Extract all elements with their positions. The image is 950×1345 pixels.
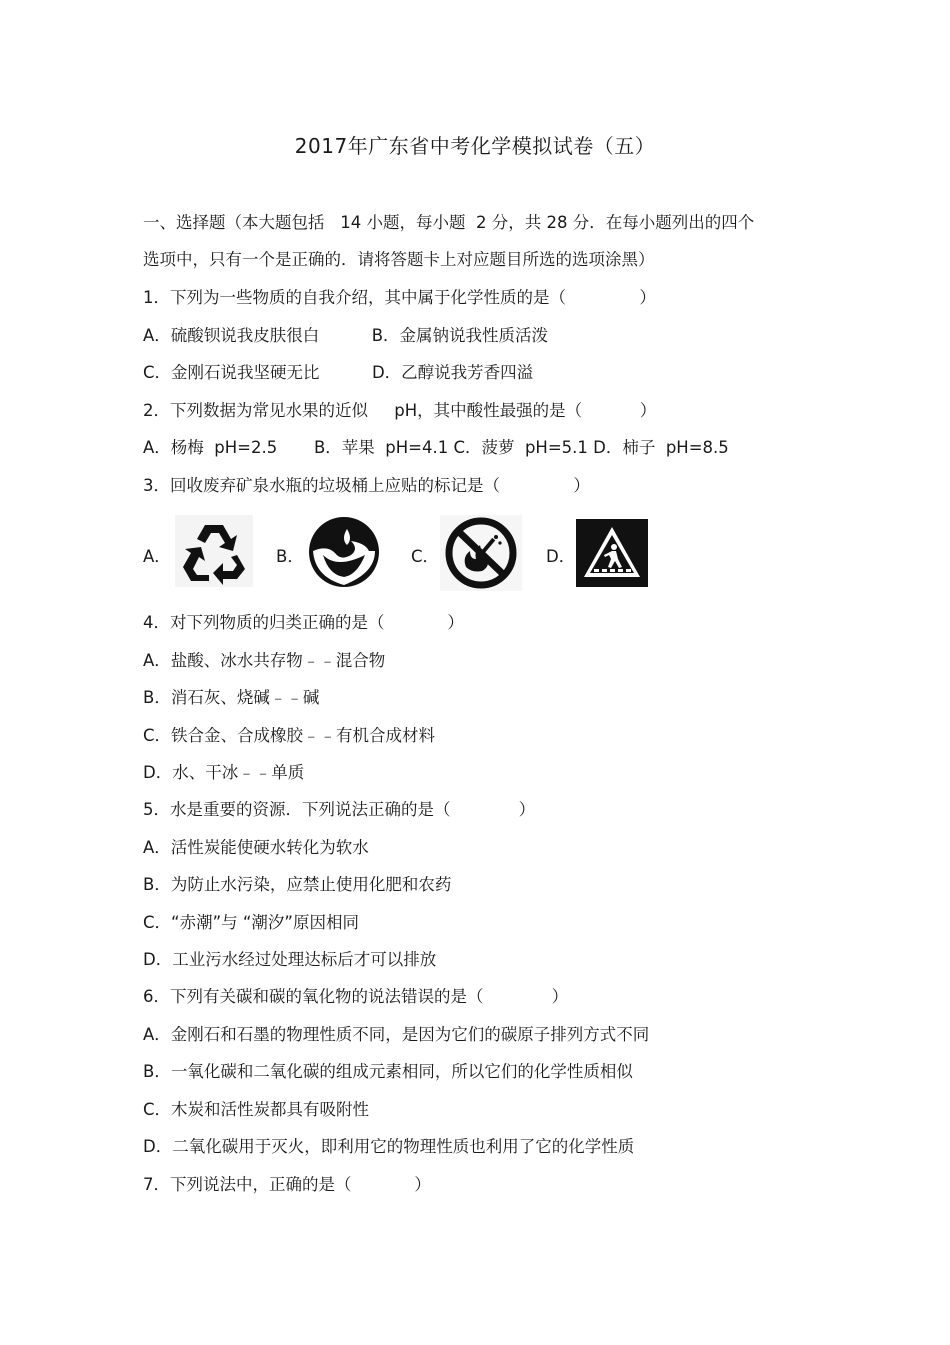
question-1-options-row-1: A．硫酸钡说我皮肤很白 B．金属钠说我性质活泼 (143, 326, 549, 345)
question-5-option-a: A．活性炭能使硬水转化为软水 (143, 838, 369, 857)
question-5-option-c: C．“赤潮”与 “潮汐”原因相同 (143, 913, 359, 932)
question-1-options-row-2: C．金刚石说我坚硬无比 D．乙醇说我芳香四溢 (143, 363, 534, 382)
option-c-label: C． (411, 547, 440, 566)
question-4-option-c: C．铁合金、合成橡胶﹣﹣有机合成材料 (143, 726, 436, 745)
question-4-stem: 4．对下列物质的归类正确的是（ ） (143, 613, 464, 632)
question-6-option-d: D．二氧化碳用于灭火，即利用它的物理性质也利用了它的化学性质 (143, 1137, 635, 1156)
question-2-stem: 2．下列数据为常见水果的近似 pH，其中酸性最强的是（ ） (143, 401, 657, 420)
question-3-stem: 3．回收废弃矿泉水瓶的垃圾桶上应贴的标记是（ ） (143, 476, 590, 495)
section-instructions-line-1: 一、选择题（本大题包括 14 小题，每小题 2 分，共 28 分．在每小题列出的四个 (143, 213, 755, 232)
page-title: 2017年广东省中考化学模拟试卷（五） (294, 134, 656, 158)
question-5-option-b: B．为防止水污染，应禁止使用化肥和农药 (143, 875, 452, 894)
question-5-option-d: D．工业污水经过处理达标后才可以排放 (143, 950, 437, 969)
question-4-option-a: A．盐酸、冰水共存物﹣﹣混合物 (143, 651, 386, 670)
question-6-option-a: A．金刚石和石墨的物理性质不同，是因为它们的碳原子排列方式不同 (143, 1025, 650, 1044)
option-d-label: D． (546, 547, 576, 566)
question-6-stem: 6．下列有关碳和碳的氧化物的说法错误的是（ ） (143, 987, 569, 1006)
no-fireworks-icon (440, 515, 522, 595)
recycle-icon (175, 515, 253, 591)
question-1-stem: 1．下列为一些物质的自我介绍，其中属于化学性质的是（ ） (143, 288, 656, 307)
water-saving-icon (307, 515, 381, 593)
question-3-signs (143, 515, 663, 591)
question-2-options: A．杨梅 pH=2.5 B．苹果 pH=4.1 C．菠萝 pH=5.1 D．柿子 pH=8.5 (143, 438, 729, 457)
question-4-option-b: B．消石灰、烧碱﹣﹣碱 (143, 688, 320, 707)
question-4-option-d: D．水、干冰﹣﹣单质 (143, 763, 305, 782)
question-6-option-b: B．一氧化碳和二氧化碳的组成元素相同，所以它们的化学性质相似 (143, 1062, 633, 1081)
question-7-stem: 7．下列说法中，正确的是（ ） (143, 1175, 431, 1194)
section-instructions-line-2: 选项中，只有一个是正确的．请将答题卡上对应题目所选的选项涂黑） (143, 250, 655, 269)
question-5-stem: 5．水是重要的资源．下列说法正确的是（ ） (143, 800, 536, 819)
option-b-label: B． (276, 547, 304, 566)
question-6-option-c: C．木炭和活性炭都具有吸附性 (143, 1100, 370, 1119)
pedestrian-crossing-icon (576, 519, 648, 591)
option-a-label: A． (143, 547, 171, 566)
